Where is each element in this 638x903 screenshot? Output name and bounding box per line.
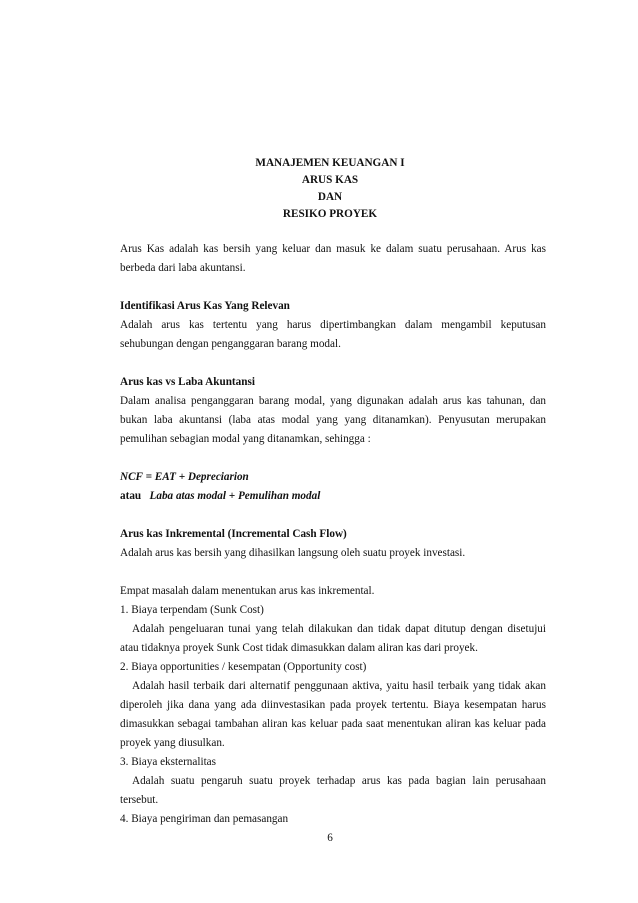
masalah-intro: Empat masalah dalam menentukan arus kas inkremental. bbox=[120, 585, 375, 597]
formula-atau: atau bbox=[120, 490, 142, 502]
inkremental-text: Adalah arus kas bersih yang dihasilkan langsung oleh suatu proyek investasi. bbox=[120, 547, 466, 559]
title-line-2: ARUS KAS bbox=[301, 174, 359, 186]
inkremental-heading: Arus kas Inkremental (Incremental Cash Flow) bbox=[120, 528, 347, 540]
title-line-1: MANAJEMEN KEUANGAN I bbox=[255, 157, 405, 169]
page-number: 6 bbox=[327, 832, 333, 844]
formula-alt: Laba atas modal + Pemulihan modal bbox=[149, 490, 321, 502]
document-title bbox=[0, 155, 638, 223]
intro-paragraph: Arus Kas adalah kas bersih yang keluar dan masuk ke dalam suatu perusahaan. Arus kas berbeda dari laba akuntansi. bbox=[120, 243, 546, 274]
list-item-title: 1. Biaya terpendam (Sunk Cost) bbox=[120, 604, 264, 616]
formula-line-1: NCF = EAT + Depreciarion bbox=[120, 471, 249, 483]
list-item-text: Adalah suatu pengaruh suatu proyek terhadap arus kas pada bagian lain perusahaan tersebut. bbox=[120, 775, 546, 806]
title-line-3: DAN bbox=[317, 191, 343, 203]
title-line-4: RESIKO PROYEK bbox=[282, 208, 378, 220]
identifikasi-text: Adalah arus kas tertentu yang harus dipertimbangkan dalam mengambil keputusan sehubungan dengan penganggaran barang modal. bbox=[120, 319, 546, 350]
list-item-title: 3. Biaya eksternalitas bbox=[120, 756, 216, 768]
list-item-text: Adalah pengeluaran tunai yang telah dilakukan dan tidak dapat ditutup dengan disetujui atau tidaknya proyek Sunk Cost tidak dimasukkan dalam aliran kas dari proyek. bbox=[120, 623, 546, 654]
list-item-text: Adalah hasil terbaik dari alternatif penggunaan aktiva, yaitu hasil terbaik yang tidak akan diperoleh jika dana yang ada diinvestasikan pada proyek tertentu. Biaya kesempatan harus dimasukkan sebagai tambahan aliran kas keluar pada saat menentukan aliran kas keluar pada proyek yang diusulkan. bbox=[120, 680, 546, 749]
arus-vs-laba-text: Dalam analisa penganggaran barang modal, yang digunakan adalah arus kas tahunan, dan bukan laba akuntansi (laba atas modal yang yang ditanamkan). Penyusutan merupakan pemulihan sebagian modal yang ditanamkan, sehingga : bbox=[120, 395, 546, 445]
document-body bbox=[120, 240, 546, 829]
arus-vs-laba-heading: Arus kas vs Laba Akuntansi bbox=[120, 376, 255, 388]
list-item-title: 4. Biaya pengiriman dan pemasangan bbox=[120, 813, 289, 825]
formula-line-2 bbox=[120, 487, 546, 506]
identifikasi-heading: Identifikasi Arus Kas Yang Relevan bbox=[120, 300, 290, 312]
list-item-title: 2. Biaya opportunities / kesempatan (Opportunity cost) bbox=[120, 661, 367, 673]
